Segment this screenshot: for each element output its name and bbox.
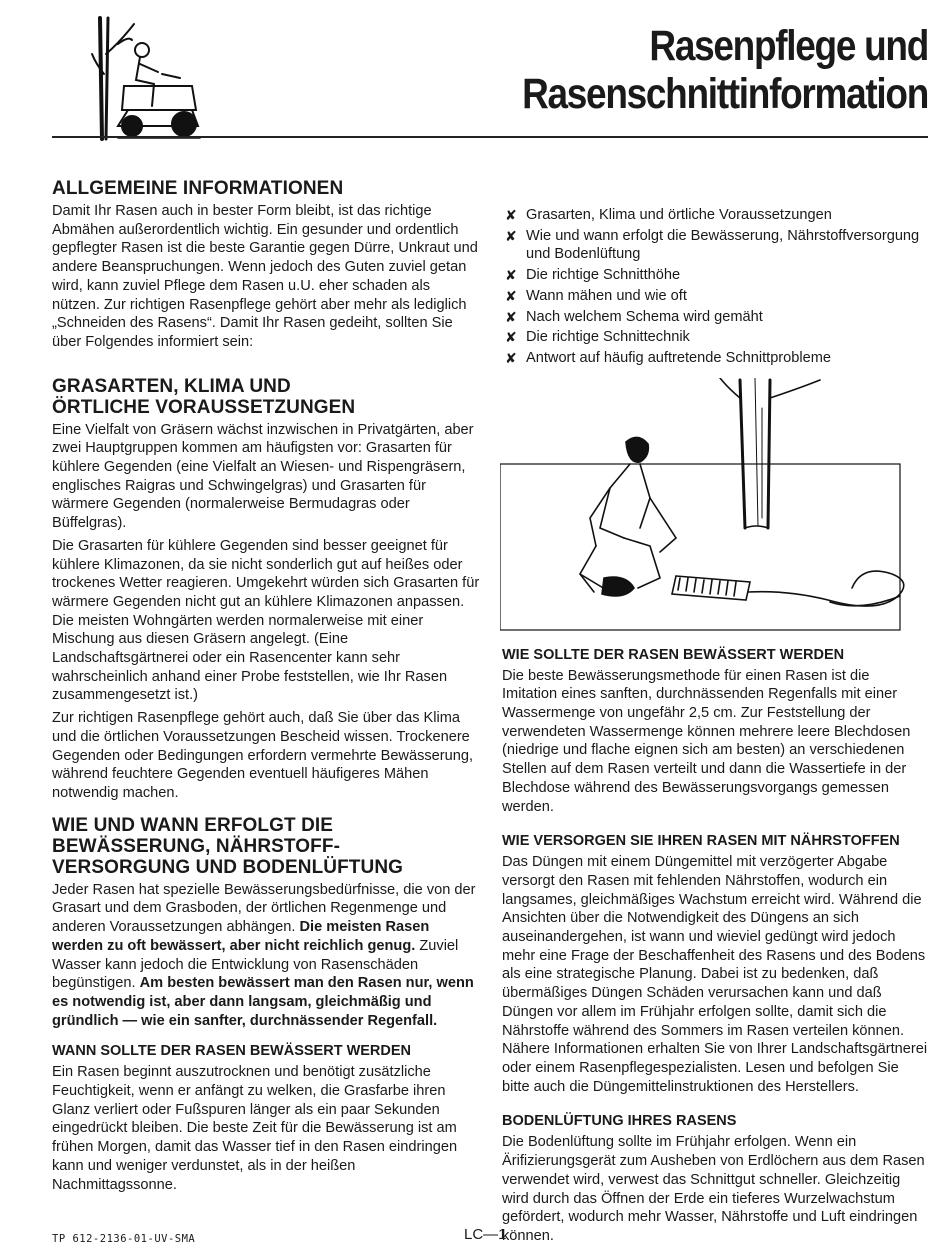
x-mark-icon: ✘: [505, 227, 517, 244]
section-heading-general-info: ALLGEMEINE INFORMATIONEN: [52, 178, 344, 199]
general-info-paragraph: Damit Ihr Rasen auch in bester Form bleibt, ist das richtige Abmähen außerordentlich wichtig. Ein gesunder und ordentlich gepflegter Rasen ist die beste Garantie gegen Dürre, Unkraut und andere Beanspruchungen. Wenn jedoch des Guten zuviel getan wird, kann zuviel Pflege dem Rasen u.U. eher schaden als nützen. Zur richtigen Rasenpflege gehört aber mehr als lediglich „Schneiden des Rasens“. Damit Ihr Rasen gedeiht, sollten Sie über Folgendes informiert sein:: [52, 203, 478, 350]
checklist-item: [502, 287, 928, 306]
checklist-item: [502, 266, 928, 285]
x-mark-icon: ✘: [505, 207, 517, 223]
title-line-2: Rasenschnittinformation: [522, 70, 928, 118]
document-code: TP 612-2136-01-UV-SMA: [52, 1233, 196, 1245]
page-title: [522, 22, 928, 118]
checklist-item-label: Nach welchem Schema wird gemäht: [526, 308, 763, 325]
right-column: [502, 206, 928, 1250]
checklist-item-label: Wie und wann erfolgt die Bewässerung, Nährstoffversorgung und Bodenlüftung: [526, 227, 920, 263]
grass-types-paragraph-1: Eine Vielfalt von Gräsern wächst inzwischen in Privatgärten, aber zwei Hauptgruppen kommen am häufigsten vor: Grasarten für kühlere Gegenden (eine Vielfalt an Wiesen- und Rispengräsern, englisches Raigras und Schwingelgras) und Grasarten für wärmere Gegenden (normalerweise Bermudagras oder Büffelgras).: [52, 421, 474, 532]
x-mark-icon: ✘: [505, 329, 517, 346]
section-heading-how-to-water: WIE SOLLTE DER RASEN BEWÄSSERT WERDEN: [502, 646, 845, 663]
watering-heading-line-3: VERSORGUNG UND BODENLÜFTUNG: [52, 856, 404, 878]
watering-intro-text-1: Jeder Rasen hat spezielle Bewässerungsbedürfnisse, die von der Grasart und dem Grasboden, der örtlichen Regenmenge und anderen Voraussetzungen abhängen.: [52, 881, 476, 936]
grass-types-paragraph-2: Die Grasarten für kühlere Gegenden sind besser geeignet für kühlere Klimazonen, da sie nicht sonderlich gut auf heißes oder trockenes Wetter reagieren. Umgekehrt würden sich Grasarten für wärmere Gegenden nicht gut an kühlere Klimazonen anpassen. Die meisten Wohngärten werden normalerweise mit einer Mischung aus diesen Gräsern angelegt. (Eine Landschaftsgärtnerei oder ein Rasencenter kann sehr wahrscheinlich anhand einer Probe feststellen, wie Ihr Rasen zusammengesetzt ist.): [52, 537, 480, 704]
grass-types-heading-line-1: GRASARTEN, KLIMA UND: [52, 375, 291, 397]
checklist-item: [502, 349, 928, 368]
checklist-item-label: Wann mähen und wie oft: [526, 287, 687, 304]
checklist-item: [502, 227, 928, 264]
watering-heading-line-1: WIE UND WANN ERFOLGT DIE: [52, 814, 334, 836]
watering-intro-text-2: Zuviel Wasser kann jedoch die Entwicklung von Rasenschäden begünstigen.: [52, 937, 459, 992]
x-mark-icon: ✘: [505, 267, 517, 284]
watering-illustration-frame: [500, 378, 928, 640]
checklist-item-label: Grasarten, Klima und örtliche Voraussetzungen: [526, 207, 832, 223]
aeration-paragraph: Die Bodenlüftung sollte im Frühjahr erfolgen. Wenn ein Ärifizierungsgerät zum Ausheben von Erdlöchern aus dem Rasen verwendet wird, verwest das Schnittgut schneller. Gleichzeitig wird durch das Öffnen der Erde ein tieferes Wurzelwachstum gefördert, wodurch mehr Wasser, Nährstoffe und Luft eindringen können.: [502, 1134, 925, 1244]
how-to-water-paragraph: Die beste Bewässerungsmethode für einen Rasen ist die Imitation eines sanften, durchnässenden Regenfalls mit einer Wassermenge von ungefähr 2,5 cm. Zur Feststellung der verwendeten Wassermenge können mehrere leere Blechdosen (niedrige und flache eignen sich am besten) an verschiedenen Stellen auf dem Rasen verteilt und dann die Wassertiefe in der Blechdose während des Bewässerungsvorgangs gemessen werden.: [502, 667, 911, 815]
checklist-item-label: Die richtige Schnittechnik: [526, 329, 690, 346]
x-mark-icon: ✘: [505, 287, 517, 304]
checklist-item-label: Die richtige Schnitthöhe: [526, 267, 681, 284]
watering-intro-paragraph: [52, 881, 480, 1031]
section-heading-watering-feeding-aeration: [52, 815, 480, 878]
section-heading-grass-types: [52, 376, 480, 418]
checklist-item: [502, 206, 928, 225]
when-to-water-paragraph: Ein Rasen beginnt auszutrocknen und benötigt zusätzliche Feuchtigkeit, wenn er anfängt zu welken, die Grasfarbe ihren Glanz verliert oder Fußspuren länger als ein paar Sekunden eingedrückt bleiben. Die beste Zeit für die Bewässerung ist am frühen Morgen, damit das Wasser tief in den Rasen eindringen kann und weniger verdunstet, als in der heißen Nachmittagssonne.: [52, 1064, 458, 1193]
grass-types-heading-line-2: ÖRTLICHE VORAUSSETZUNGEN: [52, 396, 356, 418]
topics-checklist: [502, 206, 928, 368]
watering-intro-emphasis-1: Die meisten Rasen werden zu oft bewässert, aber nicht reichlich genug.: [52, 919, 430, 954]
page-number: LC—1: [464, 1226, 507, 1243]
riding-mower-illustration: [88, 14, 208, 142]
watering-heading-line-2: BEWÄSSERUNG, NÄHRSTOFF-: [52, 835, 341, 857]
checklist-item: [502, 308, 928, 327]
watering-intro-emphasis-2: Am besten bewässert man den Rasen nur, wenn es notwendig ist, aber dann langsam, gleichmäßig und gründlich — wie ein sanfter, durchnässender Regenfall.: [52, 975, 474, 1029]
left-column: [52, 178, 480, 1198]
section-heading-when-to-water: WANN SOLLTE DER RASEN BEWÄSSERT WERDEN: [52, 1043, 412, 1060]
section-heading-aeration: BODENLÜFTUNG IHRES RASENS: [502, 1113, 737, 1130]
grass-types-paragraph-3: Zur richtigen Rasenpflege gehört auch, daß Sie über das Klima und die örtlichen Voraussetzungen Bescheid wissen. Trockenere Gegenden oder Bedingungen erfordern vermehrte Bewässerung, während feuchtere Gegenden eventuell häufigeres Mähen notwendig machen.: [52, 710, 474, 801]
section-heading-nutrients: WIE VERSORGEN SIE IHREN RASEN MIT NÄHRSTOFFEN: [502, 833, 900, 850]
nutrients-paragraph: Das Düngen mit einem Düngemittel mit verzögerter Abgabe versorgt den Rasen mit fehlenden Nährstoffen, wodurch ein langsames, gleichmäßiges Wachstum erreicht wird. Während die Ansichten über die Notwendigkeit des Düngens an sich auseinandergehen, ist wann und wieviel gedüngt wird jedoch mehr eine Frage der Beschaffenheit des Rasens und des Bodens als eine strategische Planung. Dabei ist zu bedenken, daß übermäßiges Düngen Schäden verursachen kann und daß Düngen vor allem im Frühjahr erfolgen sollte, damit sich die Nährstoffe während des Sommers im Rasen verteilen können. Nähere Informationen erhalten Sie von Ihrer Landschaftsgärtnerei oder einem Rasenpflegespezialisten. Lesen und befolgen Sie bitte auch die Düngemittelinstruktionen des Herstellers.: [502, 854, 928, 1095]
x-mark-icon: ✘: [505, 349, 517, 366]
header-divider: [52, 136, 928, 138]
checklist-item-label: Antwort auf häufig auftretende Schnittprobleme: [526, 349, 832, 366]
checklist-item: [502, 328, 928, 347]
lawn-sprinkler-illustration: [500, 378, 930, 640]
x-mark-icon: ✘: [505, 308, 517, 325]
title-line-1: Rasenpflege und: [649, 22, 928, 70]
